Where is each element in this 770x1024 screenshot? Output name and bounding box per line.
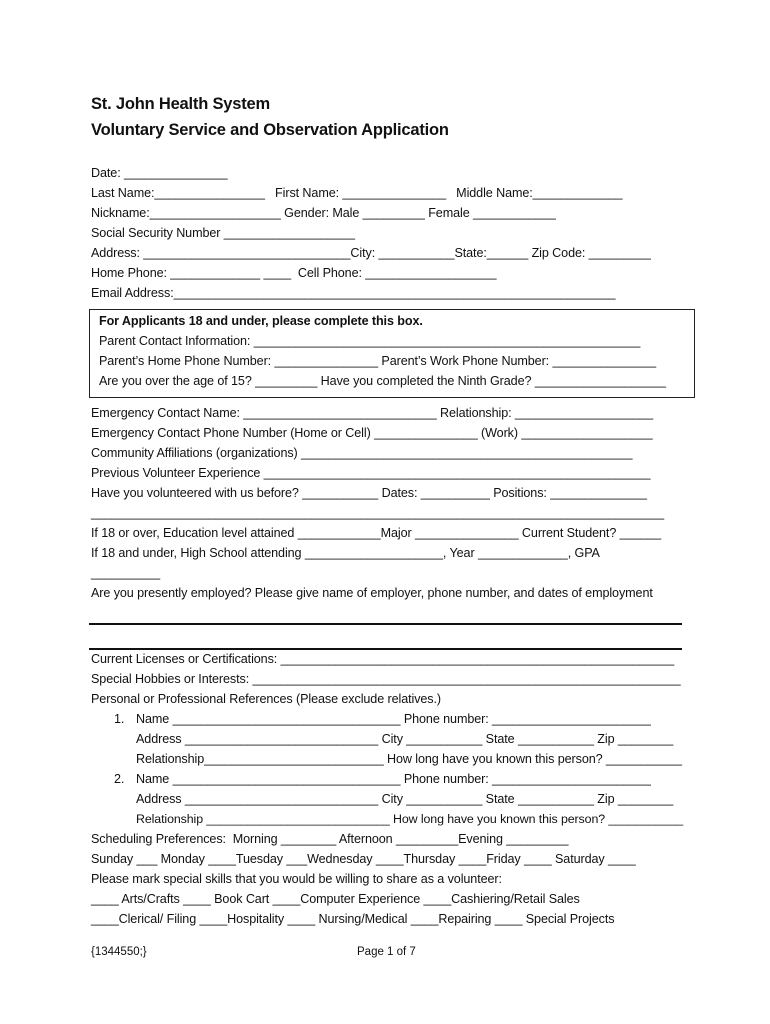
org-title: St. John Health System: [91, 95, 270, 113]
minor-box-heading: For Applicants 18 and under, please complete this box.: [99, 314, 423, 328]
ssn-field[interactable]: Social Security Number ___________________: [91, 226, 355, 240]
emergency-contact-field[interactable]: Emergency Contact Name: ____________________________ Relationship: ____________________: [91, 406, 653, 420]
skills-row-2[interactable]: ____Clerical/ Filing ____Hospitality ____ Nursing/Medical ____Repairing ____ Special Projects: [91, 912, 615, 926]
emergency-phone-field[interactable]: Emergency Contact Phone Number (Home or Cell) _______________ (Work) ___________________: [91, 426, 653, 440]
address-fields[interactable]: Address: ______________________________City: ___________State:______ Zip Code: _________: [91, 246, 651, 260]
licenses-field[interactable]: Current Licenses or Certifications: _________________________________________________________: [91, 652, 675, 666]
nickname-gender-fields[interactable]: Nickname:___________________ Gender: Male _________ Female ____________: [91, 206, 556, 220]
age-grade-fields[interactable]: Are you over the age of 15? _________ Have you completed the Ninth Grade? ___________________: [99, 374, 666, 388]
employment-question: Are you presently employed? Please give name of employer, phone number, and dates of employment: [91, 586, 653, 600]
blank-answer-line[interactable]: ___________________________________________________________________________________: [91, 506, 665, 520]
name-fields[interactable]: Last Name:________________ First Name: _______________ Middle Name:_____________: [91, 186, 623, 200]
reference-1-relationship[interactable]: Relationship__________________________ How long have you known this person? ___________: [136, 752, 682, 766]
parent-contact-field[interactable]: Parent Contact Information: ________________________________________________________: [99, 334, 641, 348]
page-number: Page 1 of 7: [357, 946, 416, 958]
education-under18-field[interactable]: If 18 and under, High School attending ____________________, Year _____________, GPA: [91, 546, 600, 560]
skills-prompt: Please mark special skills that you would be willing to share as a volunteer:: [91, 872, 502, 886]
skills-row-1[interactable]: ____ Arts/Crafts ____ Book Cart ____Computer Experience ____Cashiering/Retail Sales: [91, 892, 580, 906]
education-over18-field[interactable]: If 18 or over, Education level attained ____________Major _______________ Current Student? ______: [91, 526, 662, 540]
references-heading: Personal or Professional References (Please exclude relatives.): [91, 692, 441, 706]
phone-fields[interactable]: Home Phone: _____________ ____ Cell Phone: ___________________: [91, 266, 497, 280]
reference-1-address[interactable]: Address ____________________________ City ___________ State ___________ Zip ________: [136, 732, 674, 746]
parent-phone-fields[interactable]: Parent’s Home Phone Number: _______________ Parent’s Work Phone Number: _______________: [99, 354, 657, 368]
reference-2-name[interactable]: Name _________________________________ Phone number: _______________________: [136, 772, 651, 786]
scheduling-days[interactable]: Sunday ___ Monday ____Tuesday ___Wednesday ____Thursday ____Friday ____ Saturday ____: [91, 852, 636, 866]
reference-2-number: 2.: [114, 772, 125, 786]
employment-answer-rule-2[interactable]: [89, 648, 682, 650]
community-affiliations-field[interactable]: Community Affiliations (organizations) ________________________________________________: [91, 446, 633, 460]
reference-1-number: 1.: [114, 712, 125, 726]
reference-2-address[interactable]: Address ____________________________ City ___________ State ___________ Zip ________: [136, 792, 674, 806]
gpa-line[interactable]: __________: [91, 566, 161, 580]
hobbies-field[interactable]: Special Hobbies or Interests: ______________________________________________________________: [91, 672, 681, 686]
reference-2-relationship[interactable]: Relationship ___________________________ How long have you known this person? ___________: [136, 812, 684, 826]
form-title: Voluntary Service and Observation Application: [91, 121, 449, 139]
email-field[interactable]: Email Address:________________________________________________________________: [91, 286, 616, 300]
employment-answer-rule[interactable]: [89, 623, 682, 625]
scheduling-times[interactable]: Scheduling Preferences: Morning ________ Afternoon _________Evening _________: [91, 832, 569, 846]
reference-1-name[interactable]: Name _________________________________ Phone number: _______________________: [136, 712, 651, 726]
date-field[interactable]: Date: _______________: [91, 166, 228, 180]
document-id: {1344550;}: [91, 946, 147, 958]
volunteered-before-field[interactable]: Have you volunteered with us before? ___________ Dates: __________ Positions: ______________: [91, 486, 647, 500]
previous-volunteer-field[interactable]: Previous Volunteer Experience ________________________________________________________: [91, 466, 651, 480]
